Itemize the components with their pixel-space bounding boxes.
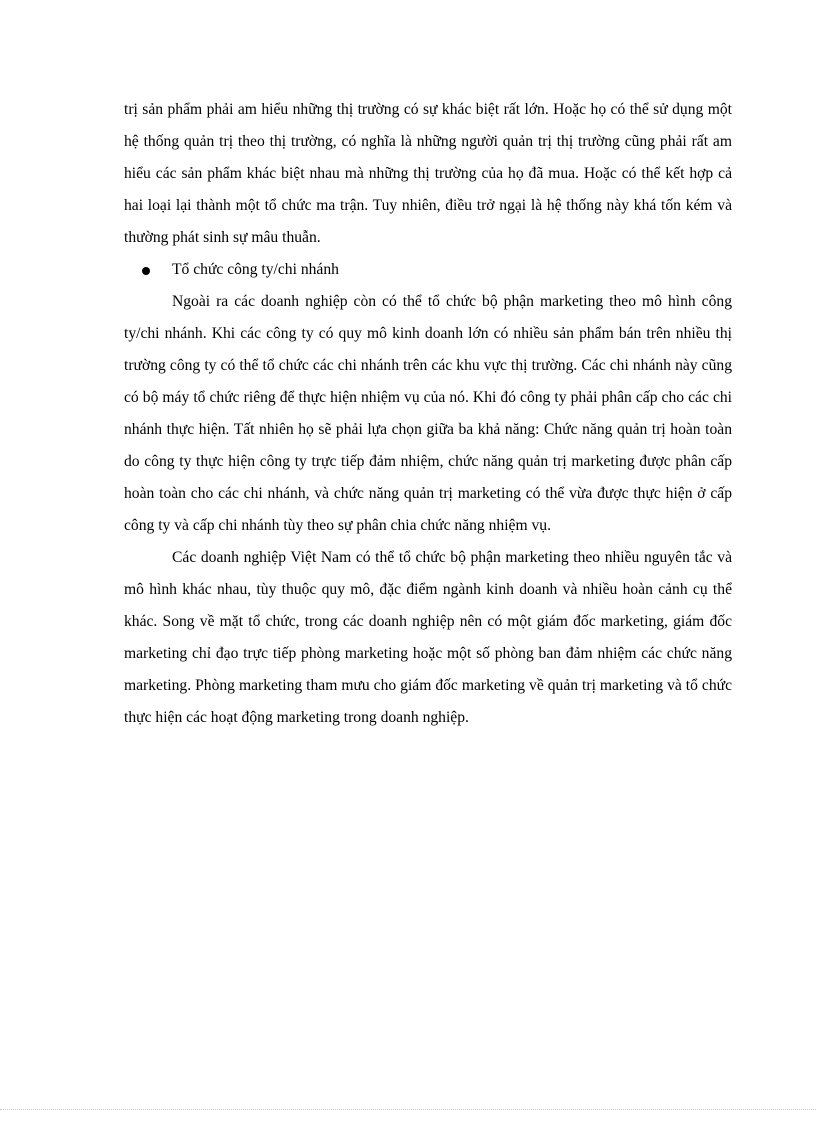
- bullet-icon: [142, 267, 150, 275]
- document-page: [124, 94, 732, 734]
- bullet-item-company-branch: [124, 254, 732, 286]
- bullet-heading: Tổ chức công ty/chi nhánh: [172, 261, 339, 278]
- paragraph-company-branch-model: Ngoài ra các doanh nghiệp còn có thể tổ chức bộ phận marketing theo mô hình công ty/chi nhánh. Khi các công ty có quy mô kinh doanh lớn có nhiều sản phẩm bán trên nhiều thị trường công ty có thể tổ chức các chi nhánh trên các khu vực thị trường. Các chi nhánh này cũng có bộ máy tổ chức riêng để thực hiện nhiệm vụ của nó. Khi đó công ty phải phân cấp cho các chi nhánh thực hiện. Tất nhiên họ sẽ phải lựa chọn giữa ba khả năng: Chức năng quản trị hoàn toàn do công ty thực hiện công ty trực tiếp đảm nhiệm, chức năng quản trị marketing được phân cấp hoàn toàn cho các chi nhánh, và chức năng quản trị marketing có thể vừa được thực hiện ở cấp công ty và cấp chi nhánh tùy theo sự phân chia chức năng nhiệm vụ.: [124, 293, 732, 534]
- paragraph-vietnam-enterprises: Các doanh nghiệp Việt Nam có thể tổ chức bộ phận marketing theo nhiều nguyên tắc và mô hình khác nhau, tùy thuộc quy mô, đặc điểm ngành kinh doanh và nhiều hoàn cảnh cụ thể khác. Song về mặt tổ chức, trong các doanh nghiệp nên có một giám đốc marketing, giám đốc marketing chỉ đạo trực tiếp phòng marketing hoặc một số phòng ban đảm nhiệm các chức năng marketing. Phòng marketing tham mưu cho giám đốc marketing về quản trị marketing và tổ chức thực hiện các hoạt động marketing trong doanh nghiệp.: [124, 549, 732, 726]
- page-bottom-divider: [0, 1109, 816, 1110]
- paragraph-matrix-organization: trị sản phẩm phải am hiểu những thị trường có sự khác biệt rất lớn. Hoặc họ có thể sử dụng một hệ thống quản trị theo thị trường, có nghĩa là những người quản trị thị trường cũng phải rất am hiểu các sản phẩm khác biệt nhau mà những thị trường của họ đã mua. Hoặc có thể kết hợp cả hai loại lại thành một tổ chức ma trận. Tuy nhiên, điều trở ngại là hệ thống này khá tốn kém và thường phát sinh sự mâu thuẫn.: [124, 101, 732, 246]
